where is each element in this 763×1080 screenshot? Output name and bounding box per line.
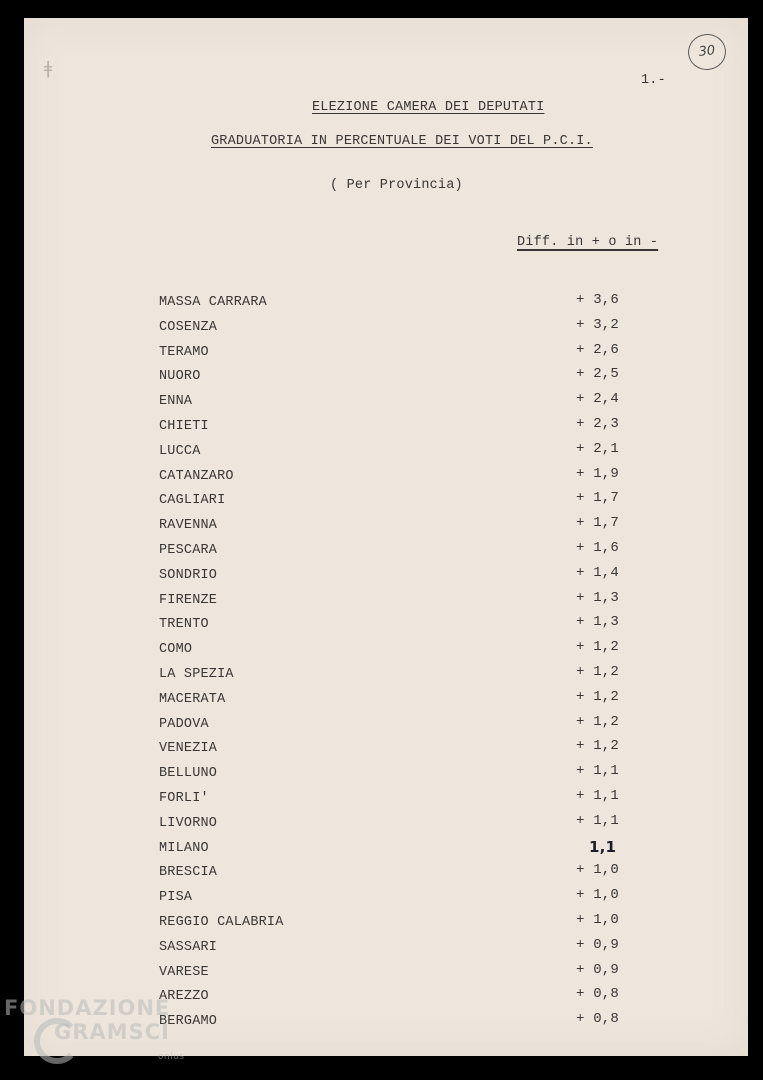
province-name: RAVENNA xyxy=(159,518,218,534)
list-item xyxy=(0,613,763,633)
watermark-line-2: GRAMSCI xyxy=(54,1020,170,1044)
list-item xyxy=(0,589,763,609)
difference-value: + 2,4 xyxy=(576,391,620,408)
province-name: COMO xyxy=(159,642,193,658)
difference-value: + 2,1 xyxy=(576,440,620,457)
margin-pencil-mark: ǂ xyxy=(44,58,53,79)
difference-value: + 1,9 xyxy=(576,465,620,482)
difference-value: + 1,0 xyxy=(576,862,620,879)
difference-value: + 1,0 xyxy=(576,912,620,928)
province-name: SONDRIO xyxy=(159,567,218,583)
province-name: NUORO xyxy=(159,369,201,385)
difference-value: + 1,7 xyxy=(576,490,620,507)
difference-value: + 2,5 xyxy=(576,366,620,383)
list-item xyxy=(0,961,763,981)
province-name: CATANZARO xyxy=(159,468,234,484)
list-item xyxy=(0,365,763,385)
difference-value: + 1,2 xyxy=(576,738,620,755)
difference-value: + 0,8 xyxy=(576,986,620,1003)
province-name: AREZZO xyxy=(159,989,209,1005)
difference-value: + 1,6 xyxy=(576,540,620,556)
difference-value: + 0,9 xyxy=(576,936,620,953)
list-item xyxy=(0,713,763,733)
list-item xyxy=(0,415,763,435)
list-item xyxy=(0,886,763,906)
grouping-note: ( Per Provincia) xyxy=(330,178,463,193)
province-name: FORLI' xyxy=(159,791,209,806)
difference-value: + 1,1 xyxy=(576,763,620,780)
province-name: VARESE xyxy=(159,964,209,980)
province-name: MASSA CARRARA xyxy=(159,295,267,310)
difference-column-header: Diff. in + o in - xyxy=(517,235,659,250)
difference-value: + 1,3 xyxy=(576,589,620,606)
difference-value: + 1,0 xyxy=(576,887,620,904)
list-item xyxy=(0,936,763,956)
document-subtitle-ranking: GRADUATORIA IN PERCENTUALE DEI VOTI DEL P.C.I. xyxy=(211,134,593,149)
province-name: MACERATA xyxy=(159,691,226,707)
province-name: TERAMO xyxy=(159,344,209,360)
difference-value: + 3,2 xyxy=(576,316,620,333)
list-item xyxy=(0,911,763,931)
province-name: CHIETI xyxy=(159,419,209,434)
difference-value: + 1,4 xyxy=(576,564,620,581)
archive-watermark xyxy=(4,996,185,1062)
difference-value: + 1,2 xyxy=(576,664,620,680)
province-name: VENEZIA xyxy=(159,741,218,757)
watermark-line-1: FONDAZIONE xyxy=(4,996,171,1020)
list-item xyxy=(0,390,763,410)
province-name: FIRENZE xyxy=(159,592,218,608)
province-name: TRENTO xyxy=(159,617,209,633)
document-title: ELEZIONE CAMERA DEI DEPUTATI xyxy=(312,100,545,115)
province-name: CAGLIARI xyxy=(159,493,226,509)
list-item xyxy=(0,812,763,832)
list-item xyxy=(0,737,763,757)
list-item xyxy=(0,663,763,683)
province-name: BELLUNO xyxy=(159,766,218,782)
province-name: PESCARA xyxy=(159,543,218,558)
list-item xyxy=(0,465,763,485)
list-item xyxy=(0,837,763,857)
difference-value: + 1,2 xyxy=(576,688,620,705)
difference-value-handwritten: 1,1 xyxy=(589,837,617,856)
page-number: 1.- xyxy=(641,73,666,88)
difference-value: + 2,3 xyxy=(576,416,620,432)
province-name: LIVORNO xyxy=(159,815,218,831)
list-item xyxy=(0,787,763,807)
difference-value: + 3,6 xyxy=(576,292,620,308)
province-name: LA SPEZIA xyxy=(159,667,234,682)
difference-value: + 1,1 xyxy=(576,812,620,829)
watermark-line-3: onlus xyxy=(158,1052,185,1062)
province-name: REGGIO CALABRIA xyxy=(159,915,284,930)
list-item xyxy=(0,489,763,509)
list-item xyxy=(0,539,763,559)
province-name: BERGAMO xyxy=(159,1014,218,1030)
difference-value: + 0,8 xyxy=(576,1011,620,1028)
difference-value: + 2,6 xyxy=(576,341,620,358)
difference-value: + 1,2 xyxy=(576,639,620,656)
province-name: COSENZA xyxy=(159,319,218,335)
province-name: SASSARI xyxy=(159,939,218,955)
difference-value: + 1,7 xyxy=(576,515,620,532)
difference-value: + 1,2 xyxy=(576,713,620,730)
difference-value: + 1,3 xyxy=(576,614,620,631)
list-item xyxy=(0,440,763,460)
list-item xyxy=(0,514,763,534)
difference-value: + 0,9 xyxy=(576,961,620,978)
difference-value: + 1,1 xyxy=(576,788,620,804)
list-item xyxy=(0,291,763,311)
province-name: ENNA xyxy=(159,394,193,410)
province-name: PADOVA xyxy=(159,716,209,732)
list-item xyxy=(0,316,763,336)
province-name: LUCCA xyxy=(159,443,201,459)
list-item xyxy=(0,762,763,782)
list-item xyxy=(0,341,763,361)
province-name: BRESCIA xyxy=(159,865,218,881)
province-name: MILANO xyxy=(159,840,209,856)
list-item xyxy=(0,861,763,881)
archive-number-stamp: 30 xyxy=(686,32,728,72)
list-item xyxy=(0,688,763,708)
list-item xyxy=(0,564,763,584)
province-name: PISA xyxy=(159,890,193,906)
list-item xyxy=(0,638,763,658)
